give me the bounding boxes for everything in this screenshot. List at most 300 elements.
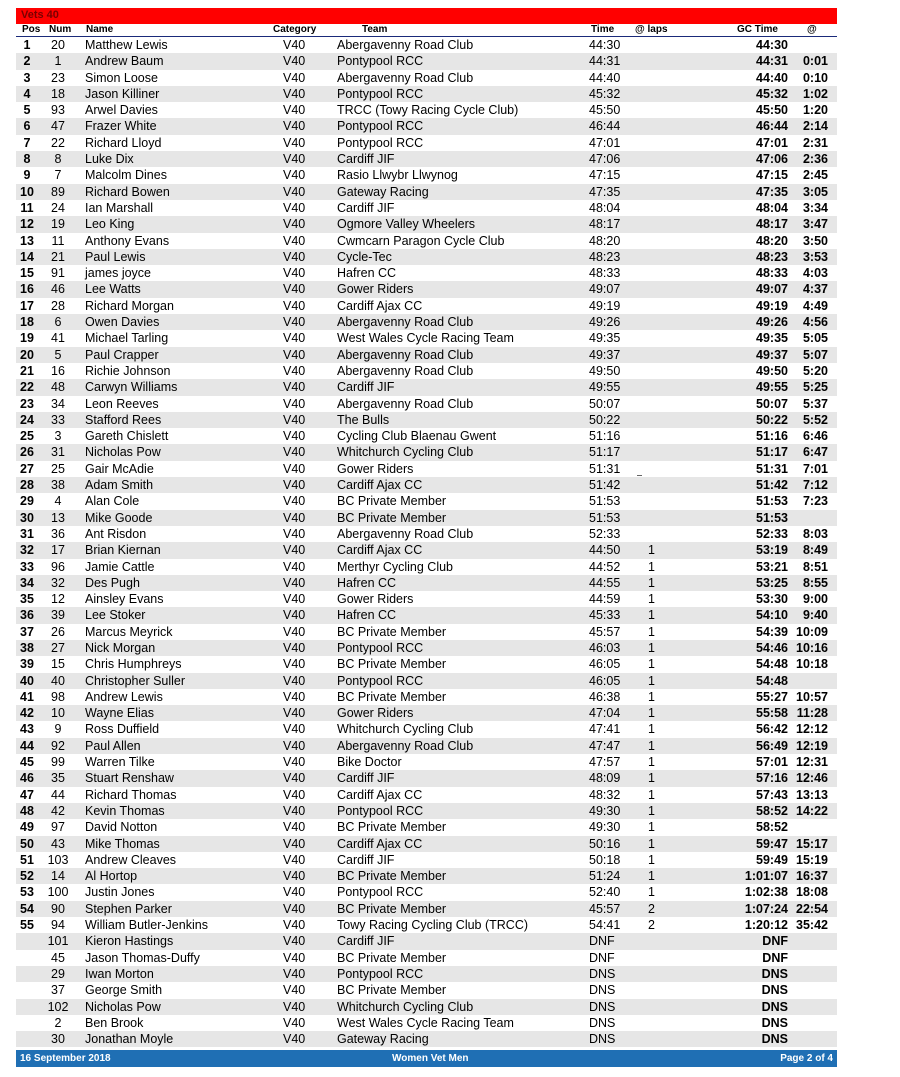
gc-time-cell: 51:53 (756, 494, 788, 509)
gap-cell: 7:01 (802, 461, 828, 476)
gc-time-cell: 44:40 (756, 70, 788, 85)
table-row (16, 868, 837, 884)
category-cell: V40 (283, 1032, 306, 1047)
num-cell: 25 (51, 461, 65, 476)
team-cell: Whitchurch Cycling Club (337, 999, 474, 1014)
name-cell: Adam Smith (85, 478, 154, 493)
category-cell: V40 (283, 950, 306, 965)
time-cell: 46:44 (589, 119, 621, 134)
time-cell: 44:30 (589, 38, 621, 52)
name-cell: Andrew Cleaves (85, 852, 177, 867)
gap-cell: 12:19 (796, 738, 828, 753)
category-cell: V40 (283, 412, 306, 427)
num-cell: 38 (51, 478, 65, 493)
time-cell: 52:40 (589, 885, 621, 900)
time-cell: DNF (589, 950, 615, 965)
gap-cell: 4:37 (802, 282, 828, 297)
gap-cell: 35:42 (796, 918, 828, 933)
gc-time-cell: DNS (761, 983, 788, 998)
category-cell: V40 (283, 168, 306, 183)
time-cell: 51:24 (589, 869, 621, 884)
team-cell: Abergavenny Road Club (337, 738, 474, 753)
header-name: Name (86, 24, 114, 35)
num-cell: 91 (51, 266, 65, 281)
team-cell: Pontypool RCC (337, 119, 424, 134)
time-cell: 48:20 (589, 233, 621, 248)
num-cell: 23 (51, 70, 65, 85)
laps-cell: 1 (648, 836, 655, 851)
time-cell: 45:33 (589, 608, 621, 623)
num-cell: 90 (51, 901, 65, 916)
table-row (16, 184, 837, 200)
name-cell: David Notton (85, 820, 158, 835)
gap-cell: 18:08 (796, 885, 828, 900)
gap-cell: 3:50 (802, 233, 828, 248)
team-cell: Cycle-Tec (337, 249, 392, 264)
gap-cell: 7:12 (802, 478, 828, 493)
time-cell: 44:52 (589, 559, 621, 574)
pos-cell: 13 (20, 233, 34, 248)
team-cell: Cardiff JIF (337, 380, 395, 395)
time-cell: 46:38 (589, 689, 621, 704)
table-row (16, 852, 837, 868)
pos-cell: 12 (20, 217, 34, 232)
table-row (16, 575, 837, 591)
name-cell: Michael Tarling (85, 331, 169, 346)
table-row (16, 37, 837, 53)
pos-cell: 19 (20, 331, 34, 346)
category-cell: V40 (283, 624, 306, 639)
time-cell: 47:06 (589, 152, 621, 167)
table-row (16, 151, 837, 167)
num-cell: 44 (51, 787, 65, 802)
gap-cell: 9:00 (802, 592, 828, 607)
name-cell: Ainsley Evans (85, 592, 164, 607)
category-cell: V40 (283, 478, 306, 493)
name-cell: Stafford Rees (85, 412, 162, 427)
gc-time-cell: 48:20 (756, 233, 788, 248)
pos-cell: 33 (20, 559, 34, 574)
gap-cell: 8:49 (802, 543, 828, 558)
team-cell: TRCC (Towy Racing Cycle Club) (337, 103, 519, 118)
name-cell: Ant Risdon (85, 526, 147, 541)
table-row (16, 689, 837, 705)
table-row (16, 884, 837, 900)
team-cell: Gateway Racing (337, 184, 429, 199)
gc-time-cell: 55:58 (756, 706, 788, 721)
gap-cell: 0:10 (802, 70, 828, 85)
name-cell: Jonathan Moyle (85, 1032, 174, 1047)
category-cell: V40 (283, 298, 306, 313)
table-row (16, 738, 837, 754)
team-cell: BC Private Member (337, 624, 447, 639)
category-cell: V40 (283, 787, 306, 802)
time-cell: 48:17 (589, 217, 621, 232)
time-cell: 47:15 (589, 168, 621, 183)
category-cell: V40 (283, 999, 306, 1014)
category-cell: V40 (283, 575, 306, 590)
time-cell: 48:32 (589, 787, 621, 802)
laps-cell: 1 (648, 803, 655, 818)
team-cell: BC Private Member (337, 510, 447, 525)
pos-cell: 39 (20, 657, 34, 672)
pos-cell: 23 (20, 396, 34, 411)
pos-cell: 30 (20, 510, 34, 525)
name-cell: Simon Loose (85, 70, 158, 85)
gap-cell: 13:13 (796, 787, 828, 802)
laps-cell: 1 (648, 559, 655, 574)
gc-time-cell: 49:26 (756, 315, 788, 330)
laps-cell: 1 (648, 673, 655, 688)
num-cell: 45 (51, 950, 65, 965)
gc-time-cell: 48:33 (756, 266, 788, 281)
gc-time-cell: 48:17 (756, 217, 788, 232)
gc-time-cell: 46:44 (756, 119, 788, 134)
team-cell: Gateway Racing (337, 1032, 429, 1047)
time-cell: 49:55 (589, 380, 621, 395)
num-cell: 36 (51, 526, 65, 541)
num-cell: 27 (51, 640, 65, 655)
table-row (16, 53, 837, 69)
pos-cell: 29 (20, 494, 34, 509)
time-cell: 46:05 (589, 673, 621, 688)
category-cell: V40 (283, 608, 306, 623)
laps-cell: 1 (648, 543, 655, 558)
gap-cell: 3:05 (802, 184, 828, 199)
team-cell: Cardiff Ajax CC (337, 478, 423, 493)
gc-time-cell: 47:35 (756, 184, 788, 199)
footer-date: 16 September 2018 (20, 1053, 111, 1064)
laps-cell: 1 (648, 575, 655, 590)
category-cell: V40 (283, 249, 306, 264)
gap-cell: 5:20 (802, 363, 828, 378)
num-cell: 103 (47, 852, 69, 867)
category-cell: V40 (283, 673, 306, 688)
time-cell: 51:16 (589, 429, 621, 444)
gc-time-cell: 47:01 (756, 135, 788, 150)
gc-time-cell: 53:25 (756, 575, 788, 590)
pos-cell: 50 (20, 836, 34, 851)
table-row (16, 917, 837, 933)
pos-cell: 21 (20, 363, 34, 378)
table-row (16, 510, 837, 526)
name-cell: Jamie Cattle (85, 559, 155, 574)
category-cell: V40 (283, 983, 306, 998)
gap-cell: 8:03 (802, 526, 828, 541)
gc-time-cell: 51:53 (756, 510, 788, 525)
team-cell: Abergavenny Road Club (337, 526, 474, 541)
name-cell: Ross Duffield (85, 722, 160, 737)
time-cell: DNS (589, 1032, 616, 1047)
gap-cell: 4:56 (802, 315, 828, 330)
num-cell: 101 (47, 934, 69, 949)
gap-cell: 5:07 (802, 347, 828, 362)
gc-time-cell: 56:42 (756, 722, 788, 737)
time-cell: 44:55 (589, 575, 621, 590)
gap-cell: 7:23 (802, 494, 828, 509)
time-cell: 51:31 (589, 461, 621, 476)
pos-cell: 45 (20, 755, 34, 770)
num-cell: 10 (51, 706, 65, 721)
laps-cell: 1 (648, 787, 655, 802)
gap-cell: 4:03 (802, 266, 828, 281)
name-cell: james joyce (85, 266, 151, 281)
pos-cell: 32 (20, 543, 34, 558)
table-row (16, 591, 837, 607)
category-cell: V40 (283, 331, 306, 346)
num-cell: 13 (51, 510, 65, 525)
num-cell: 33 (51, 412, 65, 427)
num-cell: 24 (51, 200, 65, 215)
name-cell: Lee Watts (85, 282, 141, 297)
gap-cell: 12:31 (796, 755, 828, 770)
table-row (16, 461, 837, 477)
results-table (16, 37, 837, 1047)
category-cell: V40 (283, 901, 306, 916)
gc-time-cell: 54:46 (756, 640, 788, 655)
time-cell: 44:40 (589, 70, 621, 85)
gap-cell: 3:53 (802, 249, 828, 264)
table-row (16, 607, 837, 623)
num-cell: 15 (51, 657, 65, 672)
time-cell: 47:47 (589, 738, 621, 753)
category-cell: V40 (283, 1015, 306, 1030)
header-category: Category (273, 24, 317, 35)
category-cell: V40 (283, 70, 306, 85)
laps-cell: 1 (648, 869, 655, 884)
gap-cell: 10:09 (796, 624, 828, 639)
table-row (16, 624, 837, 640)
team-cell: Pontypool RCC (337, 885, 424, 900)
category-cell: V40 (283, 526, 306, 541)
category-cell: V40 (283, 543, 306, 558)
category-cell: V40 (283, 885, 306, 900)
pos-cell: 6 (23, 119, 31, 134)
pos-cell: 7 (23, 135, 31, 150)
table-row (16, 721, 837, 737)
gc-time-cell: 49:07 (756, 282, 788, 297)
team-cell: Cwmcarn Paragon Cycle Club (337, 233, 505, 248)
category-cell: V40 (283, 233, 306, 248)
gap-cell: 10:18 (796, 657, 828, 672)
pos-cell: 26 (20, 445, 34, 460)
pos-cell: 49 (20, 820, 34, 835)
table-row (16, 656, 837, 672)
name-cell: William Butler-Jenkins (85, 918, 208, 933)
gc-time-cell: 51:42 (756, 478, 788, 493)
pos-cell: 51 (20, 852, 34, 867)
pos-cell: 41 (20, 689, 34, 704)
time-cell: 51:42 (589, 478, 621, 493)
pos-cell: 24 (20, 412, 34, 427)
time-cell: 48:09 (589, 771, 621, 786)
category-cell: V40 (283, 282, 306, 297)
category-cell: V40 (283, 217, 306, 232)
pos-cell: 18 (20, 315, 34, 330)
table-row (16, 444, 837, 460)
team-cell: Abergavenny Road Club (337, 315, 474, 330)
gap-cell: 1:20 (802, 103, 828, 118)
gc-time-cell: 54:39 (756, 624, 788, 639)
name-cell: Mike Goode (85, 510, 153, 525)
team-cell: Cardiff JIF (337, 852, 395, 867)
team-cell: Towy Racing Cycling Club (TRCC) (337, 918, 529, 933)
gc-time-cell: 49:50 (756, 363, 788, 378)
num-cell: 41 (51, 331, 65, 346)
num-cell: 98 (51, 689, 65, 704)
time-cell: DNS (589, 1015, 616, 1030)
laps-cell: 1 (648, 771, 655, 786)
gap-cell: 11:28 (796, 706, 828, 721)
team-cell: Ogmore Valley Wheelers (337, 217, 476, 232)
gc-time-cell: 59:47 (756, 836, 788, 851)
name-cell: Nick Morgan (85, 640, 156, 655)
gc-time-cell: 51:31 (756, 461, 788, 476)
name-cell: Andrew Baum (85, 54, 164, 69)
team-cell: BC Private Member (337, 689, 447, 704)
gc-time-cell: 55:27 (756, 689, 788, 704)
category-cell: V40 (283, 852, 306, 867)
category-cell: V40 (283, 461, 306, 476)
num-cell: 48 (51, 380, 65, 395)
name-cell: Leon Reeves (85, 396, 159, 411)
name-cell: Anthony Evans (85, 233, 170, 248)
pos-cell: 9 (23, 168, 31, 183)
pos-cell: 46 (20, 771, 34, 786)
pos-cell: 43 (20, 722, 34, 737)
num-cell: 31 (51, 445, 65, 460)
table-row (16, 396, 837, 412)
pos-cell: 4 (23, 86, 31, 101)
num-cell: 4 (54, 494, 62, 509)
name-cell: Alan Cole (85, 494, 140, 509)
gc-time-cell: 57:43 (756, 787, 788, 802)
pos-cell: 36 (20, 608, 34, 623)
laps-cell: 2 (648, 918, 655, 933)
category-cell: V40 (283, 135, 306, 150)
num-cell: 9 (54, 722, 62, 737)
team-cell: Abergavenny Road Club (337, 70, 474, 85)
gap-cell: 9:40 (802, 608, 828, 623)
table-row (16, 477, 837, 493)
time-cell: 49:37 (589, 347, 621, 362)
time-cell: DNF (589, 934, 615, 949)
pos-cell: 17 (20, 298, 34, 313)
name-cell: Ben Brook (85, 1015, 144, 1030)
num-cell: 6 (54, 315, 62, 330)
num-cell: 20 (51, 38, 65, 52)
name-cell: Ian Marshall (85, 200, 154, 215)
name-cell: Christopher Suller (85, 673, 186, 688)
gc-time-cell: 47:06 (756, 152, 788, 167)
laps-cell: 1 (648, 738, 655, 753)
num-cell: 21 (51, 249, 65, 264)
num-cell: 47 (51, 119, 65, 134)
category-cell: V40 (283, 934, 306, 949)
team-cell: Rasio Llwybr Llwynog (337, 168, 458, 183)
name-cell: Al Hortop (85, 869, 138, 884)
laps-cell: 1 (648, 706, 655, 721)
category-cell: V40 (283, 200, 306, 215)
num-cell: 39 (51, 608, 65, 623)
time-cell: 49:35 (589, 331, 621, 346)
stray-mark (637, 475, 642, 476)
category-cell: V40 (283, 363, 306, 378)
time-cell: 51:53 (589, 494, 621, 509)
table-row (16, 542, 837, 558)
pos-cell: 28 (20, 478, 34, 493)
name-cell: Stuart Renshaw (85, 771, 174, 786)
num-cell: 3 (54, 429, 62, 444)
name-cell: Carwyn Williams (85, 380, 178, 395)
table-row (16, 314, 837, 330)
gap-cell: 10:57 (796, 689, 828, 704)
pos-cell: 48 (20, 803, 34, 818)
team-cell: Hafren CC (337, 608, 397, 623)
footer-page: Page 2 of 4 (780, 1053, 833, 1064)
table-row (16, 216, 837, 232)
gc-time-cell: 59:49 (756, 852, 788, 867)
name-cell: Owen Davies (85, 315, 160, 330)
time-cell: 48:04 (589, 200, 621, 215)
num-cell: 94 (51, 918, 65, 933)
pos-cell: 3 (23, 70, 31, 85)
name-cell: Paul Lewis (85, 249, 146, 264)
gap-cell: 16:37 (796, 869, 828, 884)
num-cell: 102 (47, 999, 69, 1014)
table-row (16, 135, 837, 151)
time-cell: 48:23 (589, 249, 621, 264)
team-cell: Cardiff JIF (337, 200, 395, 215)
pos-cell: 20 (20, 347, 34, 362)
category-cell: V40 (283, 640, 306, 655)
num-cell: 97 (51, 820, 65, 835)
table-row (16, 770, 837, 786)
laps-cell: 1 (648, 820, 655, 835)
time-cell: 47:01 (589, 135, 621, 150)
gc-time-cell: DNS (761, 1015, 788, 1030)
team-cell: Whitchurch Cycling Club (337, 445, 474, 460)
table-row (16, 754, 837, 770)
gc-time-cell: 48:04 (756, 200, 788, 215)
pos-cell: 11 (20, 200, 34, 215)
gc-time-cell: 44:31 (756, 54, 788, 69)
num-cell: 46 (51, 282, 65, 297)
gap-cell: 2:45 (802, 168, 828, 183)
gap-cell: 8:51 (802, 559, 828, 574)
header-gc-time: GC Time (737, 24, 778, 35)
gap-cell: 14:22 (796, 803, 828, 818)
gap-cell: 5:37 (802, 396, 828, 411)
num-cell: 14 (51, 869, 65, 884)
time-cell: 44:31 (589, 54, 621, 69)
name-cell: Wayne Elias (85, 706, 155, 721)
name-cell: Gareth Chislett (85, 429, 169, 444)
pos-cell: 22 (20, 380, 34, 395)
table-row (16, 819, 837, 835)
gc-time-cell: 54:48 (756, 673, 788, 688)
table-row (16, 102, 837, 118)
table-row (16, 787, 837, 803)
category-cell: V40 (283, 918, 306, 933)
category-cell: V40 (283, 152, 306, 167)
team-cell: Cardiff Ajax CC (337, 543, 423, 558)
gc-time-cell: DNS (761, 1032, 788, 1047)
gap-cell: 5:52 (802, 412, 828, 427)
table-row (16, 950, 837, 966)
time-cell: 49:30 (589, 803, 621, 818)
name-cell: Richard Morgan (85, 298, 174, 313)
